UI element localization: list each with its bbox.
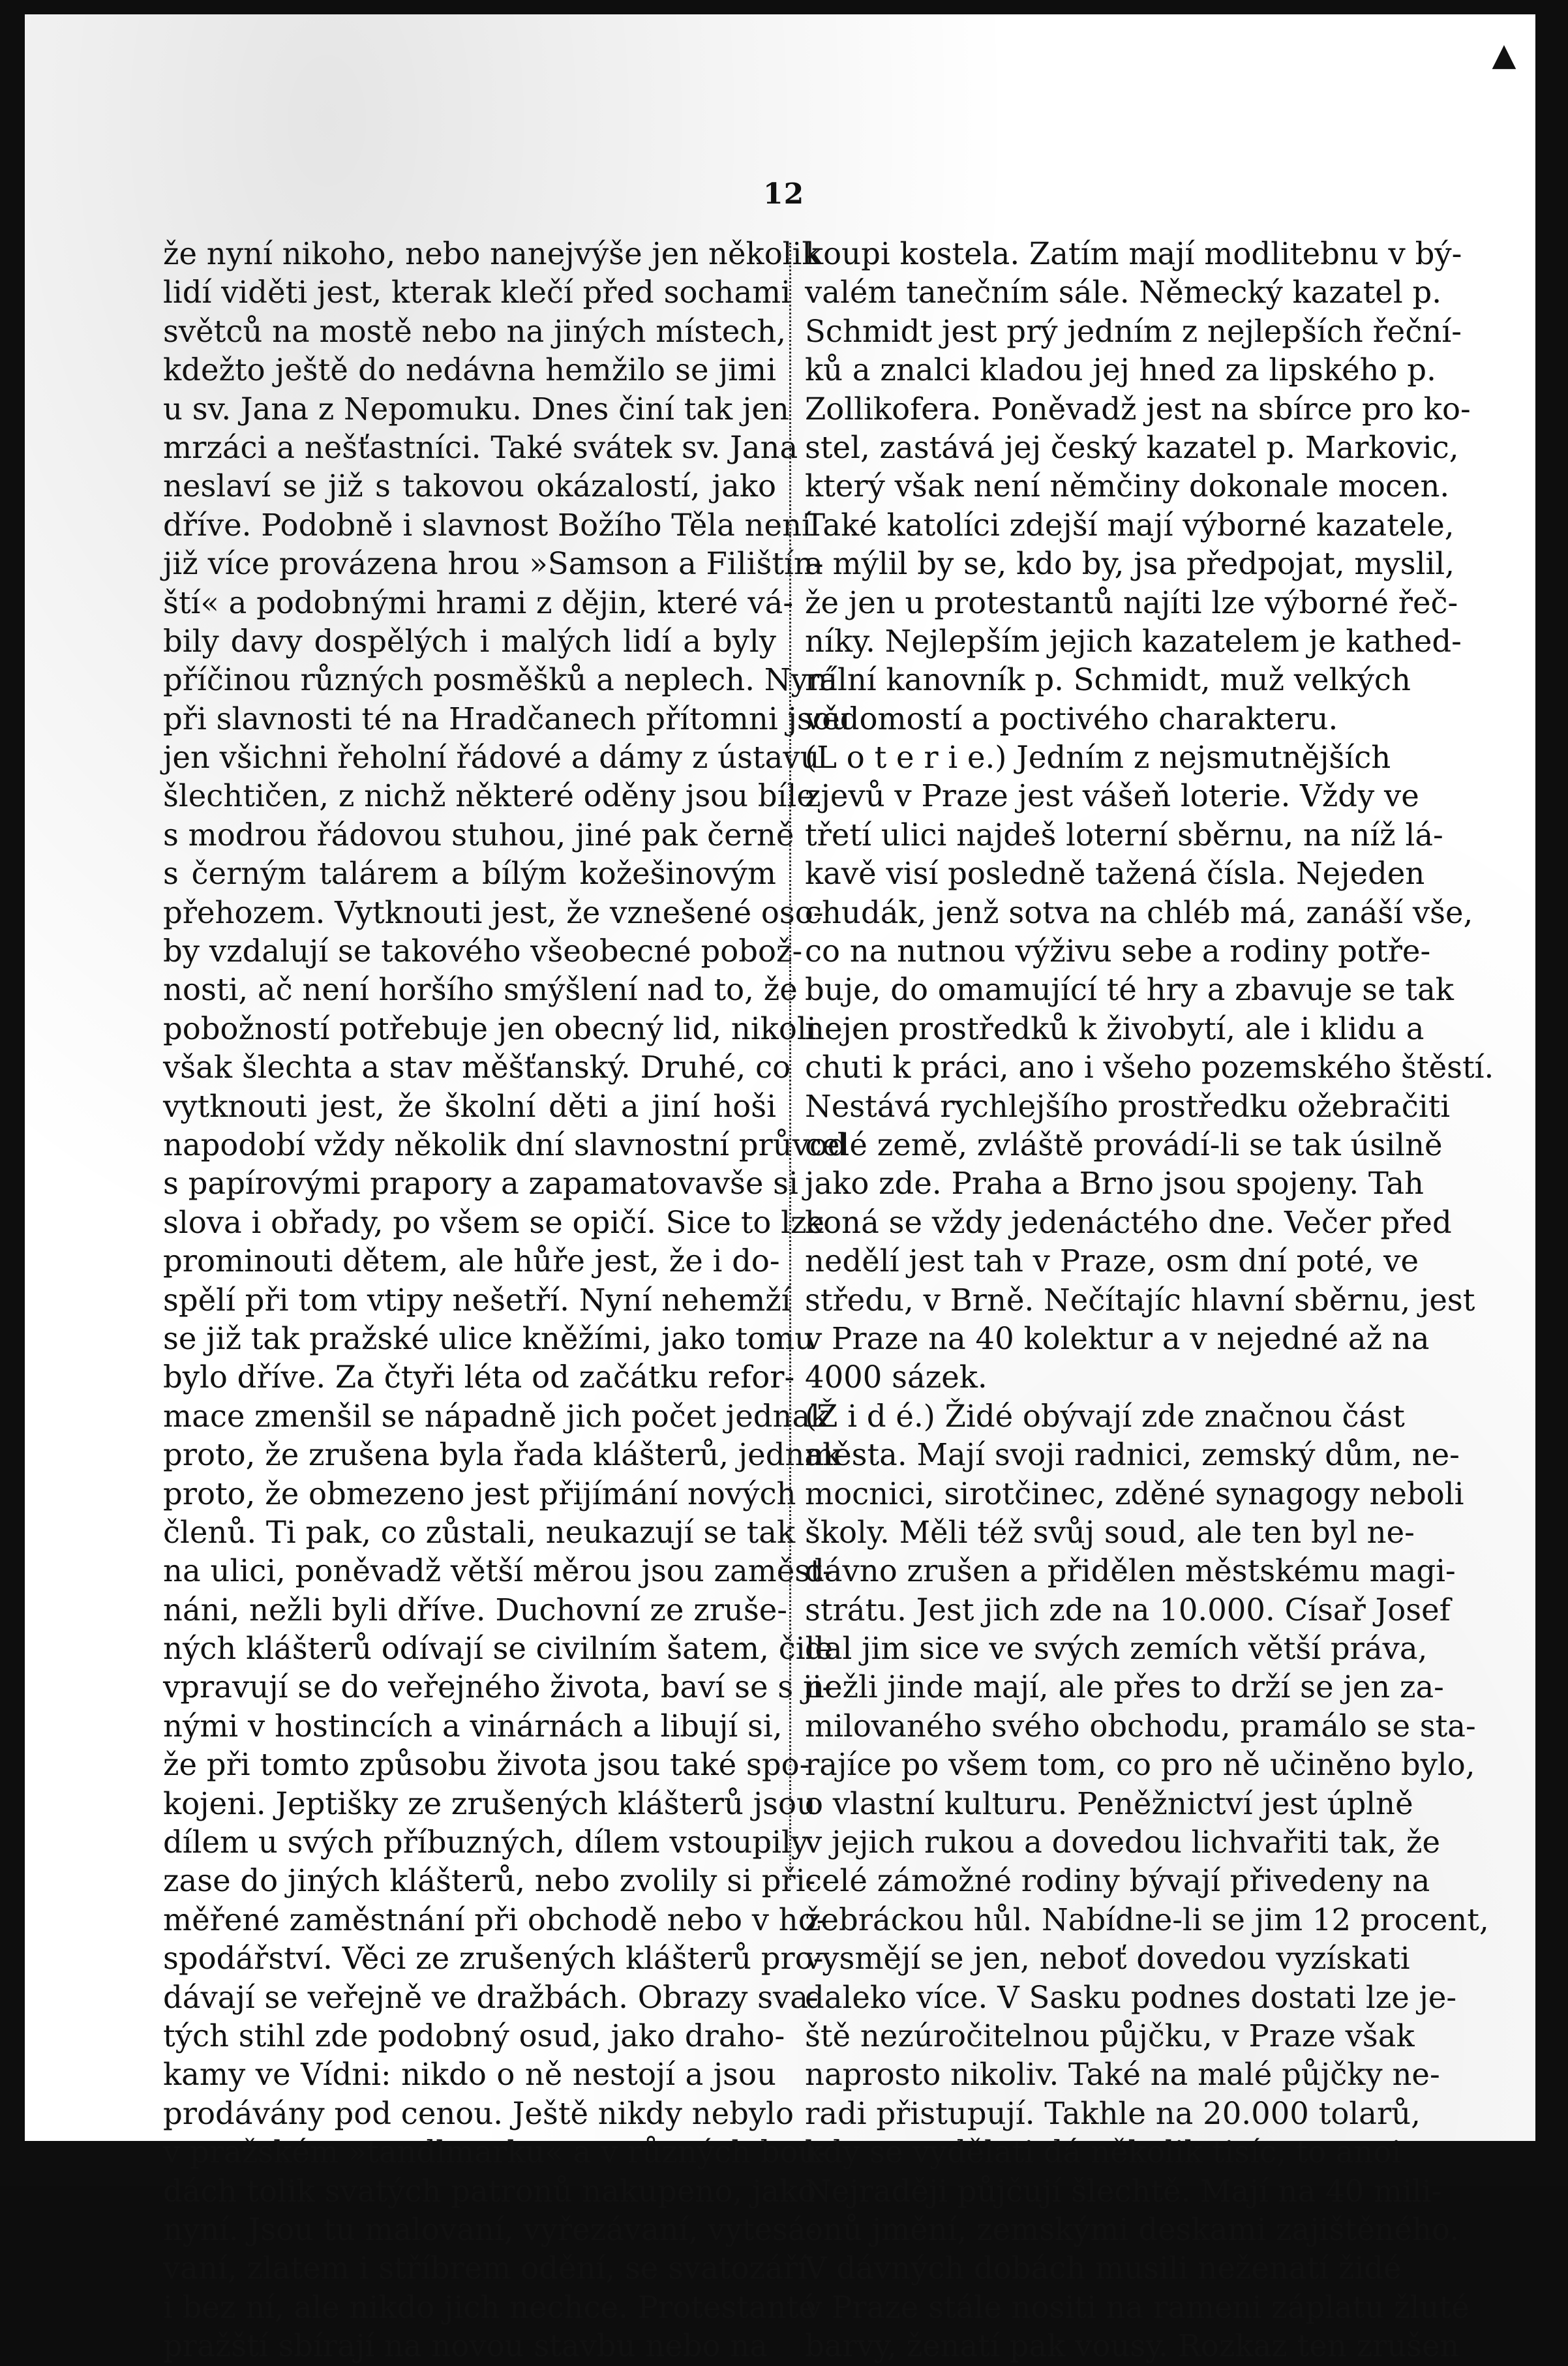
text-line: školy. Měli též svůj soud, ale ten byl ne- xyxy=(805,1514,1415,1550)
text-line: dávají se veřejně ve dražbách. Obrazy sva- xyxy=(163,1979,819,2015)
text-line: přehozem. Vytknouti jest, že vznešené oso- xyxy=(163,894,824,930)
right-text-column xyxy=(805,235,1494,2365)
text-line: jen všichni řeholní řádové a dámy z ústavu xyxy=(163,740,820,776)
text-line: naprosto nikoliv. Také na malé půjčky ne- xyxy=(805,2057,1440,2093)
text-line: V dávných dobách musili neženatí židé xyxy=(805,2251,1402,2286)
text-line: (L o t e r i e.) Jedním z nejsmutnějších xyxy=(805,740,1391,776)
column-divider xyxy=(789,243,796,1880)
text-line: na ulici, poněvadž větší měrou jsou zaměst- xyxy=(163,1553,833,1589)
text-line: dal jim sice ve svých zemích větší práva, xyxy=(805,1631,1428,1667)
text-line: s černým talárem a bílým kožešinovým xyxy=(163,856,776,892)
text-line: 4000 sázek. xyxy=(805,1359,988,1395)
text-line: onů jmění, zemskými deskami zajištěného. xyxy=(805,2211,1459,2247)
text-line: dílem u svých příbuzných, dílem vstoupily xyxy=(163,1825,809,1860)
text-line: Také katolíci zdejší mají výborné kazatele, xyxy=(805,507,1455,543)
text-line: stel, zastává jej český kazatel p. Markovic, xyxy=(805,429,1459,465)
text-line: tých stihl zde podobný osud, jako draho- xyxy=(163,2018,785,2054)
text-line: nosti, ač není horšího smýšlení nad to, že xyxy=(163,972,798,1008)
text-line: kdy se vydělati dá několik tisíc, to anoi xyxy=(805,2134,1402,2170)
text-line: ných klášterů odívají se civilním šatem, čile xyxy=(163,1631,834,1667)
text-line: nými v hostincích a vinárnách a libují si, xyxy=(163,1708,783,1744)
text-line: milovaného svého obchodu, pramálo se sta- xyxy=(805,1708,1476,1744)
text-line: zjevů v Praze jest vášeň loterie. Vždy ve xyxy=(805,778,1419,814)
text-line: příčinou různých posměšků a neplech. Nyní xyxy=(163,662,837,698)
text-line: že jen u protestantů najíti lze výborné řeč- xyxy=(805,584,1458,620)
text-line: koná se vždy jedenáctého dne. Večer před xyxy=(805,1204,1452,1240)
text-line: strátu. Jest jich zde na 10.000. Císař Josef xyxy=(805,1592,1451,1628)
text-line: rajíce po všem tom, co pro ně učiněno bylo, xyxy=(805,1747,1475,1783)
text-line: členů. Ti pak, co zůstali, neukazují se tak xyxy=(163,1514,796,1550)
text-line: buje, do omamující té hry a zbavuje se tak xyxy=(805,972,1454,1008)
text-line: koupi kostela. Zatím mají modlitebnu v bý- xyxy=(805,236,1462,271)
text-line: s papírovými prapory a zapamatovavše si xyxy=(163,1166,798,1202)
text-line: Nejraději půjčují šlechtě. Mají na 40 mili- xyxy=(805,2173,1442,2209)
text-line: světců na mostě nebo na jiných místech, xyxy=(163,313,787,349)
text-line: vpravují se do veřejného života, baví se s ji- xyxy=(163,1669,832,1705)
text-line: ště nezúročitelnou půjčku, v Praze však xyxy=(805,2018,1415,2054)
text-line: (Ž i d é.) Židé obývají zde značnou část xyxy=(805,1398,1405,1434)
text-line: valém tanečním sále. Německý kazatel p. xyxy=(805,275,1442,311)
text-line: daleko více. V Sasku podnes dostati lze je- xyxy=(805,1979,1457,2015)
text-line: chuti k práci, ano i všeho pozemského štěstí. xyxy=(805,1050,1494,1085)
text-line: o vlastní kulturu. Peněžnictví jest úplně xyxy=(805,1785,1413,1821)
text-line: prodávány pod cenou. Ještě nikdy nebylo xyxy=(163,2095,794,2131)
text-line: dách tolik svatých patronů nakupeno, jako xyxy=(163,2173,817,2209)
text-line: i bez ní, ale nikdo jich nechce. Protestanté xyxy=(163,2289,817,2325)
text-line: ků a znalci kladou jej hned za lipského p. xyxy=(805,352,1436,388)
text-line: by vzdalují se takového všeobecné pobož- xyxy=(163,933,803,969)
text-line: slova i obřady, po všem se opičí. Sice to lze xyxy=(163,1204,825,1240)
text-line: pražští sbírají na novou stavbu nebo na xyxy=(163,2328,768,2364)
text-line: proto, že zrušena byla řada klášterů, jednak xyxy=(163,1437,841,1473)
text-line: proto, že obmezeno jest přijímání nových xyxy=(163,1476,796,1511)
text-line: co na nutnou výživu sebe a rodiny potře- xyxy=(805,933,1431,969)
text-line: kojeni. Jeptišky ze zrušených klášterů jsou xyxy=(163,1785,816,1821)
text-line: chudák, jenž sotva na chléb má, zanáší vše, xyxy=(805,894,1473,930)
text-line: v jejich rukou a dovedou lichvařiti tak, že xyxy=(805,1825,1441,1860)
text-line: a mýlil by se, kdo by, jsa předpojat, myslil, xyxy=(805,546,1455,582)
text-line: lidí viděti jest, kterak klečí před sochami xyxy=(163,275,791,311)
text-line: nežli jinde mají, ale přes to drží se jen za- xyxy=(805,1669,1444,1705)
text-line: však šlechta a stav měšťanský. Druhé, co xyxy=(163,1050,791,1085)
text-line: spělí při tom vtipy nešetří. Nyní nehemží xyxy=(163,1282,791,1318)
left-text-column xyxy=(163,235,851,2365)
text-line: napodobí vždy několik dní slavnostní průvod xyxy=(163,1127,847,1162)
text-line: nyní. Jsou tu malovaní, vyřezávaní, vytesá- xyxy=(163,2211,817,2247)
text-line: prominouti dětem, ale hůře jest, že i do- xyxy=(163,1243,780,1279)
text-line: vaní, zlatem i stříbrem odění, se svatozáří xyxy=(163,2251,807,2286)
text-line: který však není němčiny dokonale mocen. xyxy=(805,468,1450,504)
text-line: mace zmenšil se nápadně jich počet jednak xyxy=(163,1398,829,1434)
text-line: barvy, ženatí pak vousy. Rozkaz ten zrušen xyxy=(805,2328,1460,2364)
text-line: mrzáci a nešťastníci. Také svátek sv. Jana xyxy=(163,429,798,465)
text-line: v Praze na 40 kolektur a v nejedné až na xyxy=(805,1320,1430,1356)
scan-corner-mark: ▲ xyxy=(1492,37,1516,73)
text-line: pobožností potřebuje jen obecný lid, nikoli xyxy=(163,1010,817,1046)
text-line: žebráckou hůl. Nabídne-li se jim 12 procent, xyxy=(805,1902,1489,1937)
text-line: Nestává rychlejšího prostředku ožebračiti xyxy=(805,1088,1451,1124)
text-line: kamy ve Vídni: nikdo o ně nestojí a jsou xyxy=(163,2057,776,2093)
text-line: náni, nežli byli dříve. Duchovní ze zruše- xyxy=(163,1592,787,1628)
text-line: při slavnosti té na Hradčanech přítomni jsou xyxy=(163,701,851,736)
text-line: kdežto ještě do nedávna hemžilo se jimi xyxy=(163,352,776,388)
text-line: v pražském »tandlmarku« a v různých bou- xyxy=(163,2134,828,2170)
text-line: vysmějí se jen, neboť dovedou vyzískati xyxy=(805,1941,1410,1977)
text-line: vědomostí a poctivého charakteru. xyxy=(805,701,1338,736)
text-line: bylo dříve. Za čtyři léta od začátku refor- xyxy=(163,1359,795,1395)
text-line: mocnici, sirotčinec, zděné synagogy neboli xyxy=(805,1476,1464,1511)
text-line: dříve. Podobně i slavnost Božího Těla není xyxy=(163,507,811,543)
text-line: vytknouti jest, že školní děti a jiní hoši xyxy=(163,1088,776,1124)
text-line: níky. Nejlepším jejich kazatelem je kathed- xyxy=(805,623,1462,659)
text-line: rální kanovník p. Schmidt, muž velkých xyxy=(805,662,1411,698)
text-line: u sv. Jana z Nepomuku. Dnes činí tak jen xyxy=(163,391,789,427)
text-line: již více provázena hrou »Samson a Filištín- xyxy=(163,546,824,582)
text-line: neslaví se již s takovou okázalostí, jako xyxy=(163,468,776,504)
text-line: dávno zrušen a přidělen městskému magi- xyxy=(805,1553,1456,1589)
text-line: města. Mají svoji radnici, zemský dům, ne- xyxy=(805,1437,1460,1473)
text-line: nedělí jest tah v Praze, osm dní poté, ve xyxy=(805,1243,1419,1279)
text-line: s modrou řádovou stuhou, jiné pak černě xyxy=(163,817,794,853)
text-line: se již tak pražské ulice kněžími, jako tomu xyxy=(163,1320,815,1356)
text-line: bily davy dospělých i malých lidí a byly xyxy=(163,623,776,659)
text-line: celé zámožné rodiny bývají přivedeny na xyxy=(805,1863,1430,1899)
page-number: 12 xyxy=(763,177,805,211)
text-line: nejen prostředků k živobytí, ale i klidu a xyxy=(805,1010,1425,1046)
text-line: spodářství. Věci ze zrušených klášterů pro- xyxy=(163,1941,824,1977)
text-line: středu, v Brně. Nečítajíc hlavní sběrnu, jest xyxy=(805,1282,1475,1318)
text-line: jako zde. Praha a Brno jsou spojeny. Tah xyxy=(805,1166,1425,1202)
text-line: že nyní nikoho, nebo nanejvýše jen několik xyxy=(163,236,821,271)
text-line: Zollikofera. Poněvadž jest na sbírce pro ko- xyxy=(805,391,1471,427)
text-line: třetí ulici najdeš loterní sběrnu, na níž lá- xyxy=(805,817,1443,853)
text-line: zase do jiných klášterů, nebo zvolily si při- xyxy=(163,1863,816,1899)
text-line: Schmidt jest prý jedním z nejlepších řeční- xyxy=(805,313,1462,349)
text-line: šlechtičen, z nichž některé oděny jsou bíle xyxy=(163,778,815,814)
text-line: v Praze stále nositi na rameni záplatu žluté xyxy=(805,2289,1470,2325)
text-line: měřené zaměstnání při obchodě nebo v ho- xyxy=(163,1902,827,1937)
text-line: celé země, zvláště provádí-li se tak úsilně xyxy=(805,1127,1443,1162)
text-line: ští« a podobnými hrami z dějin, které vá- xyxy=(163,584,794,620)
text-line: kavě visí posledně tažená čísla. Nejeden xyxy=(805,856,1425,892)
text-line: že při tomto způsobu života jsou také spo- xyxy=(163,1747,810,1783)
text-line: radi přistupují. Takhle na 20.000 tolarů, xyxy=(805,2095,1421,2131)
